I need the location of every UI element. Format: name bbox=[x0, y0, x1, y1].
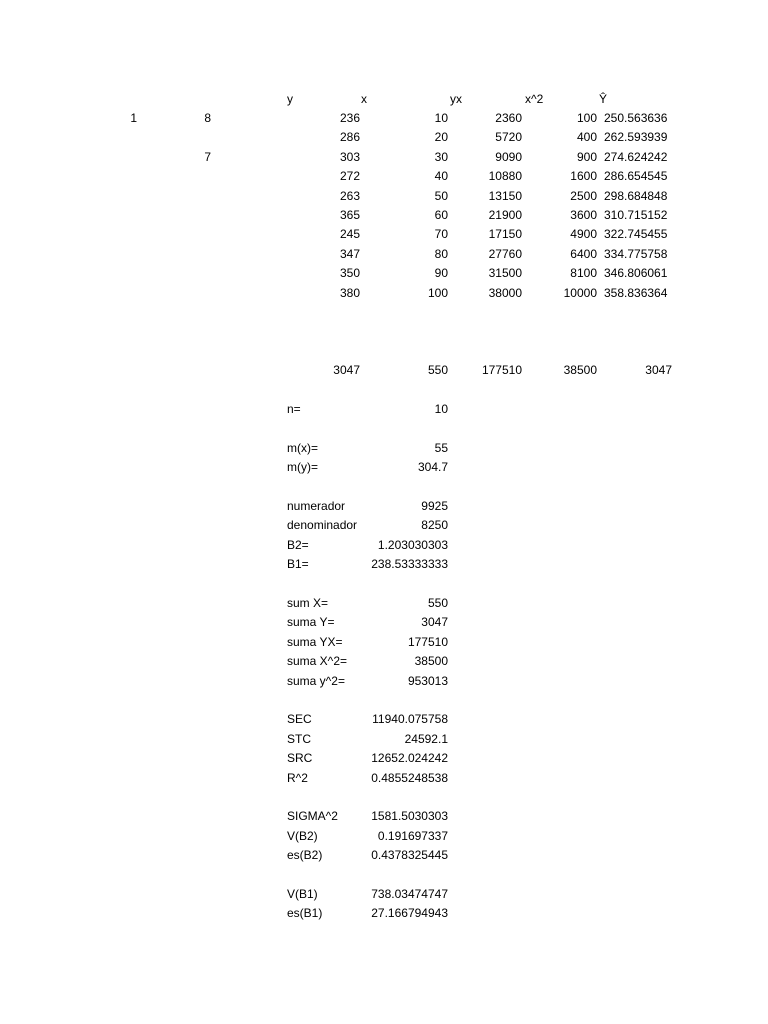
stat-value: 3047 bbox=[421, 615, 448, 630]
cell-y-hat: 250.563636 bbox=[604, 111, 668, 125]
stat-value: 11940.075758 bbox=[372, 712, 448, 727]
cell-yx: 5720 bbox=[495, 130, 522, 145]
stat-label: suma YX= bbox=[287, 634, 343, 649]
cell-y: 236 bbox=[339, 111, 360, 125]
cell-y-hat: 322.745455 bbox=[604, 227, 668, 242]
cell-y-hat: 286.654545 bbox=[604, 169, 668, 184]
cell-yx: 17150 bbox=[488, 227, 522, 242]
stat-label: numerador bbox=[287, 499, 346, 513]
left-value-b: 8 bbox=[204, 111, 211, 125]
stat-label: B1= bbox=[287, 557, 309, 572]
stat-value: 1.203030303 bbox=[377, 537, 448, 552]
stat-value: 738.03474747 bbox=[371, 887, 448, 901]
stat-label: SIGMA^2 bbox=[287, 809, 338, 824]
cell-yx: 31500 bbox=[488, 266, 522, 281]
cell-yx: 2360 bbox=[495, 111, 522, 125]
cell-y-hat: 358.836364 bbox=[604, 285, 668, 300]
cell-yx: 10880 bbox=[488, 169, 522, 184]
cell-y-hat: 346.806061 bbox=[604, 266, 668, 281]
cell-y: 245 bbox=[339, 227, 360, 242]
cell-x-squared: 6400 bbox=[570, 246, 597, 261]
stat-value: 38500 bbox=[414, 654, 448, 669]
stat-label: SEC bbox=[287, 712, 312, 727]
cell-y: 286 bbox=[339, 130, 360, 145]
stat-value: 0.4855248538 bbox=[371, 770, 448, 785]
cell-y-hat: 334.775758 bbox=[604, 246, 668, 261]
header-y: y bbox=[287, 92, 293, 106]
stat-label: suma X^2= bbox=[287, 654, 347, 669]
stat-label: V(B2) bbox=[287, 828, 318, 843]
cell-y: 350 bbox=[339, 266, 360, 281]
left-value-a: 1 bbox=[130, 111, 137, 125]
cell-yx: 38000 bbox=[488, 285, 522, 300]
stat-value: 0.4378325445 bbox=[371, 848, 448, 863]
cell-yx: 13150 bbox=[488, 188, 522, 203]
stat-label: m(y)= bbox=[287, 460, 318, 475]
stat-value: 177510 bbox=[407, 634, 448, 649]
cell-y-hat: 262.593939 bbox=[604, 130, 668, 145]
stat-value: 8250 bbox=[421, 518, 448, 533]
stat-label: SRC bbox=[287, 751, 313, 766]
stat-label: R^2 bbox=[287, 770, 308, 785]
cell-x-squared: 10000 bbox=[563, 285, 597, 300]
cell-x-squared: 3600 bbox=[570, 208, 597, 222]
cell-y-hat: 274.624242 bbox=[604, 149, 668, 164]
cell-x: 40 bbox=[434, 169, 448, 184]
header-x: x bbox=[361, 92, 367, 106]
stat-label: denominador bbox=[287, 518, 358, 533]
stat-value: 9925 bbox=[421, 499, 448, 513]
stat-value: 550 bbox=[427, 596, 448, 610]
total-x-squared: 38500 bbox=[563, 363, 597, 377]
stat-label: es(B1) bbox=[287, 906, 323, 921]
cell-x: 60 bbox=[434, 208, 448, 222]
cell-x: 50 bbox=[434, 188, 448, 203]
cell-x-squared: 2500 bbox=[570, 188, 597, 203]
cell-x-squared: 900 bbox=[576, 149, 597, 164]
cell-x-squared: 400 bbox=[576, 130, 597, 145]
cell-y: 380 bbox=[339, 285, 360, 300]
cell-x: 30 bbox=[434, 149, 448, 164]
cell-y: 365 bbox=[339, 208, 360, 222]
stat-value: 24592.1 bbox=[404, 731, 448, 746]
cell-x: 20 bbox=[434, 130, 448, 145]
total-y: 3047 bbox=[333, 363, 360, 377]
stat-label: suma y^2= bbox=[287, 673, 345, 688]
cell-x: 10 bbox=[434, 111, 448, 125]
cell-y: 347 bbox=[339, 246, 360, 261]
header-yx: yx bbox=[450, 92, 462, 106]
cell-x: 90 bbox=[434, 266, 448, 281]
cell-y: 272 bbox=[339, 169, 360, 184]
stat-value: 304.7 bbox=[417, 460, 448, 475]
stat-label: sum X= bbox=[287, 596, 329, 610]
stat-value: 10 bbox=[434, 402, 448, 416]
cell-x: 70 bbox=[434, 227, 448, 242]
total-y-hat: 3047 bbox=[645, 363, 672, 377]
total-x: 550 bbox=[427, 363, 448, 377]
cell-y-hat: 298.684848 bbox=[604, 188, 668, 203]
stat-value: 12652.024242 bbox=[371, 751, 448, 766]
header-y-hat: Ŷ bbox=[599, 92, 608, 106]
stat-label: m(x)= bbox=[287, 440, 318, 455]
left-value-b: 7 bbox=[204, 149, 211, 164]
cell-x: 80 bbox=[434, 246, 448, 261]
cell-x-squared: 4900 bbox=[570, 227, 597, 242]
header-x-squared: x^2 bbox=[525, 92, 544, 106]
stat-label: n= bbox=[287, 402, 301, 416]
cell-x: 100 bbox=[427, 285, 448, 300]
stat-label: V(B1) bbox=[287, 887, 318, 901]
stat-value: 0.191697337 bbox=[377, 828, 448, 843]
cell-yx: 27760 bbox=[488, 246, 522, 261]
stat-label: suma Y= bbox=[287, 615, 335, 630]
stat-label: es(B2) bbox=[287, 848, 323, 863]
cell-x-squared: 8100 bbox=[570, 266, 597, 281]
cell-y-hat: 310.715152 bbox=[604, 208, 668, 222]
stat-value: 953013 bbox=[407, 673, 448, 688]
stat-value: 238.53333333 bbox=[371, 557, 448, 572]
cell-x-squared: 100 bbox=[576, 111, 597, 125]
stat-value: 1581.5030303 bbox=[371, 809, 448, 824]
cell-yx: 9090 bbox=[495, 149, 522, 164]
cell-yx: 21900 bbox=[488, 208, 522, 222]
total-yx: 177510 bbox=[481, 363, 522, 377]
stat-value: 55 bbox=[434, 440, 448, 455]
cell-y: 303 bbox=[339, 149, 360, 164]
stat-label: STC bbox=[287, 731, 311, 746]
cell-y: 263 bbox=[339, 188, 360, 203]
stat-value: 27.166794943 bbox=[371, 906, 448, 921]
stat-label: B2= bbox=[287, 537, 309, 552]
cell-x-squared: 1600 bbox=[570, 169, 597, 184]
